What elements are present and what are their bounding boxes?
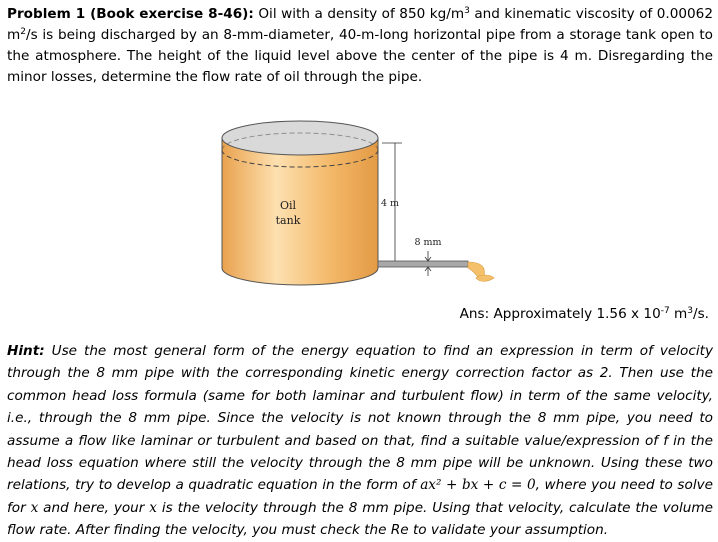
problem-text-3: /s is being discharged by an 8-mm-diameter, 40-m-long horizontal pipe from a storage tank open to the atmosphere. The height of the liquid level above the center of the pipe is 4 m. Disregarding the minor losses, determine the flow rate of oil through the pipe. <box>7 27 713 85</box>
answer-exponent: -7 <box>660 306 670 316</box>
answer-suffix: /s. <box>693 306 709 322</box>
problem-text-1: Oil with a density of 850 kg/m <box>258 6 465 22</box>
answer-unit-superscript: 3 <box>687 306 694 316</box>
superscript-3: 3 <box>464 6 470 16</box>
answer-prefix: Ans: Approximately 1.56 x 10 <box>459 306 661 322</box>
tank-label-tank: tank <box>275 214 301 227</box>
hint-text-5: is the velocity through the 8 mm pipe. Using that velocity, calculate the volume flow rate. After finding the velocity, you must check the Re to validate your assumption. <box>7 499 713 539</box>
tank-label-oil: Oil <box>279 199 297 212</box>
friction-factor-symbol: f <box>663 432 668 449</box>
hint-text-1: Use the most general form of the energy equation to find an expression in term of velocity through the 8 mm pipe with the corresponding kinetic energy correction factor as 2. Then use the common head loss formula (same for both laminar and turbulent flow) in term of the same velocity, i.e., through the 8 mm pipe. Since the velocity is not known through the 8 mm pipe, you need to assume a flow like laminar or turbulent and based on that, find a suitable value/expression of <box>7 343 713 449</box>
height-label: 4 m <box>380 198 400 209</box>
answer-unit: m <box>669 306 688 322</box>
hint-text-4: and here, your <box>38 499 150 516</box>
quadratic-equation: ax² + bx + c = 0 <box>420 477 536 494</box>
answer <box>460 306 709 322</box>
pipe-diameter-label: 8 mm <box>414 237 442 248</box>
superscript-2: 2 <box>20 27 26 37</box>
tank-diagram <box>210 108 510 293</box>
hint-text-3: , where you need to solve for <box>7 477 714 516</box>
problem-text-2: and kinematic viscosity of 0.00062 m <box>7 6 713 43</box>
variable-x-1: x <box>30 499 39 516</box>
variable-x-2: x <box>149 499 157 516</box>
pipe <box>378 261 468 267</box>
tank-figure <box>210 108 510 293</box>
tank-body <box>222 138 378 285</box>
hint-text-2: in the head loss equation where still the velocity through the 8 mm pipe will be unknown. Using these two relations, try to develop a quadratic equation in the form of <box>7 432 713 494</box>
hint-paragraph <box>7 340 713 542</box>
problem-title: Problem 1 (Book exercise 8-46): <box>7 6 254 22</box>
problem-statement <box>7 4 713 88</box>
hint-label: Hint: <box>7 343 45 359</box>
